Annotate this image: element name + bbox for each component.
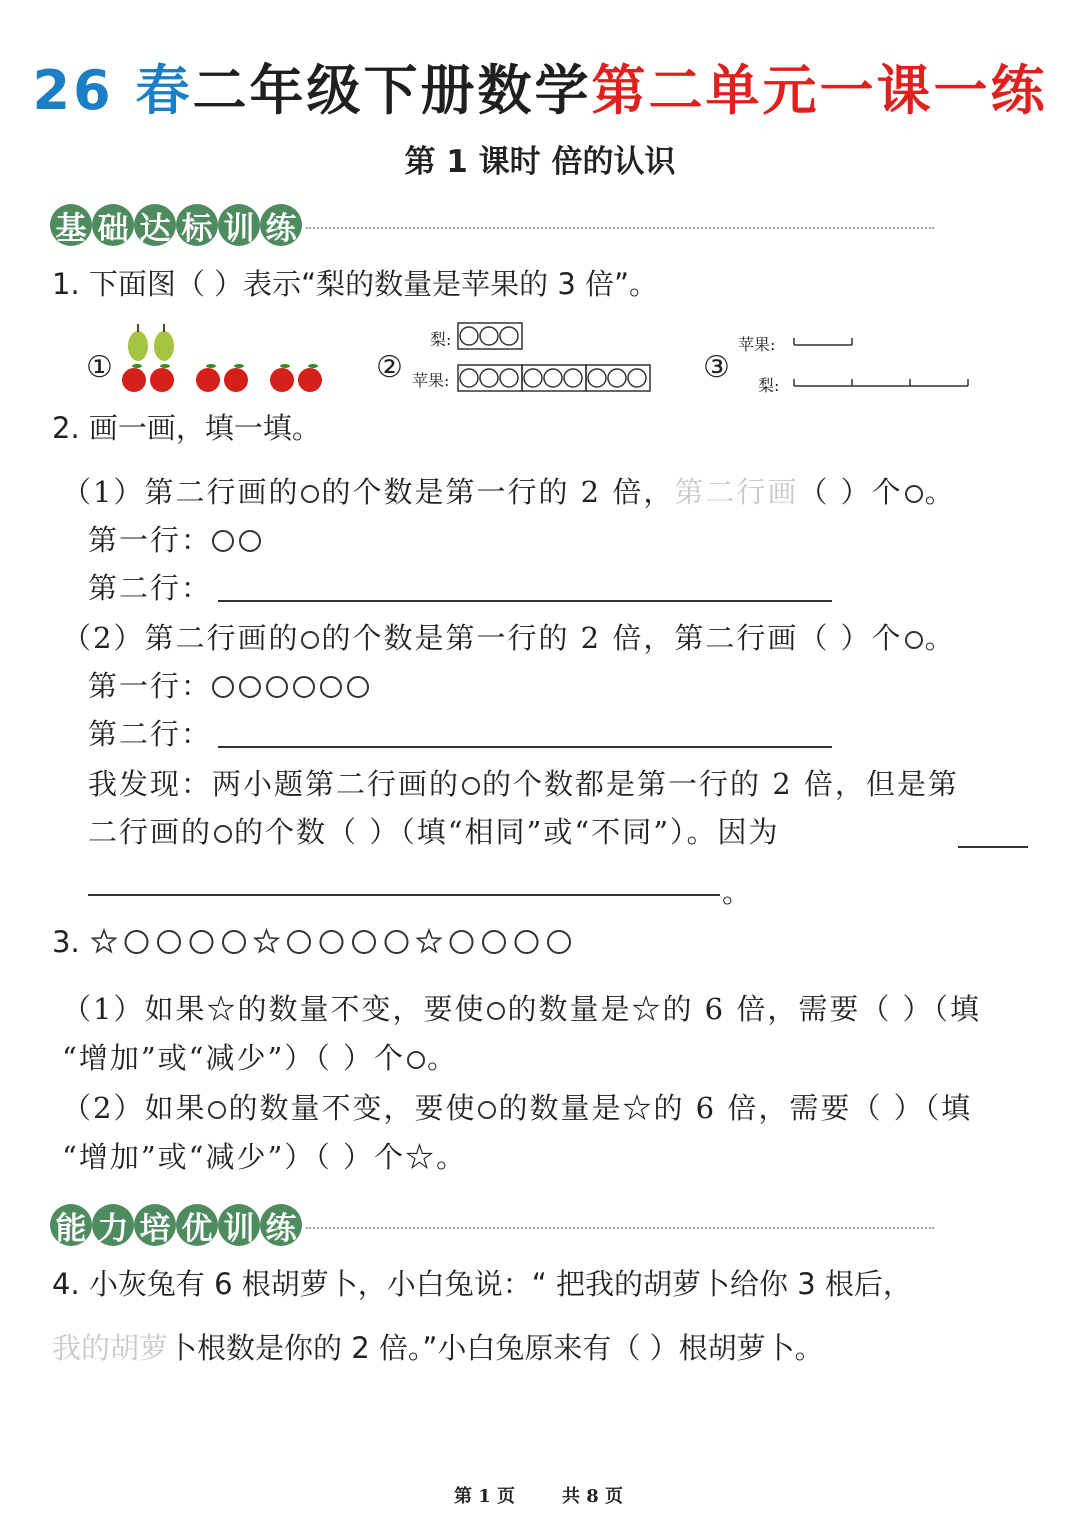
question-3-part2-cont: “增加”或“减少”）（ ）个☆。: [62, 1140, 468, 1174]
circle-icon: [385, 931, 407, 953]
circle-icon: [450, 931, 472, 953]
banner-char: 优: [176, 1204, 218, 1246]
banner-char: 标: [176, 204, 218, 246]
banner-char: 培: [134, 1204, 176, 1246]
circle-icon: [320, 931, 342, 953]
circle-icon: [407, 1051, 425, 1069]
circle-icon: [462, 777, 480, 795]
pear-icon: [128, 324, 174, 361]
period: 。: [722, 875, 754, 909]
circle-icon: [515, 931, 537, 953]
row-1b-label: 第一行：: [88, 664, 374, 705]
banner-char: 础: [92, 204, 134, 246]
answer-line-reason-a[interactable]: [958, 846, 1028, 848]
apple-label: 苹果:: [738, 335, 776, 354]
watermark-text: 第二行画: [674, 475, 799, 509]
star-icon: [417, 930, 440, 952]
circle-icon: [301, 631, 319, 649]
banner-char: 训: [218, 1204, 260, 1246]
section-banner-basic: [50, 200, 934, 250]
page-number: 第 1 页: [454, 1486, 516, 1507]
option-2-bar-diagram: [457, 322, 657, 392]
answer-line-row-2[interactable]: [218, 600, 832, 602]
circle-icon: [208, 1101, 226, 1119]
banner-char: 达: [134, 204, 176, 246]
discovery-line-1: 我发现：两小题第二行画的 的个数都是第一行的 2 倍，但是第: [88, 767, 959, 801]
circle-icon: [239, 676, 261, 698]
question-4-line-1: 4. 小灰兔有 6 根胡萝卜，小白兔说：“ 把我的胡萝卜给你 3 根后，: [52, 1267, 912, 1301]
row-1-label: 第一行：: [88, 518, 266, 559]
question-4-line-2: 我的胡萝卜根数是你的 2 倍。”小白兔原来有（ ）根胡萝卜。: [52, 1331, 824, 1365]
option-1-fruit-picture: [118, 320, 333, 396]
title-part2: 二年级下册数学: [192, 59, 592, 122]
question-2-part2: （2）第二行画的 的个数是第一行的 2 倍，第二行画（ ）个 。: [62, 621, 956, 655]
banner-char: 力: [92, 1204, 134, 1246]
circle-icon: [548, 931, 570, 953]
apple-icon: [122, 368, 322, 392]
pear-label: 梨:: [430, 330, 452, 349]
banner-char: 基: [50, 204, 92, 246]
circle-icon: [239, 530, 261, 552]
circle-icon: [301, 485, 319, 503]
circle-icon: [158, 931, 180, 953]
circle-icon: [266, 676, 288, 698]
section-banner-advanced: [50, 1200, 934, 1250]
circle-icon: [125, 931, 147, 953]
star-icon: [255, 930, 278, 952]
banner-char: 训: [218, 204, 260, 246]
title-part3: 第二单元一课一练: [591, 59, 1048, 122]
circle-icon: [293, 676, 315, 698]
page-total: 共 8 页: [562, 1486, 624, 1507]
circle-icon: [212, 676, 234, 698]
circle-icon: [905, 631, 923, 649]
circle-icon: [478, 1101, 496, 1119]
lesson-subtitle: 第 1 课时 倍的认识: [404, 144, 676, 180]
question-3-number: 3.: [52, 925, 80, 959]
circle-icon: [214, 825, 232, 843]
circle-icon: [320, 676, 342, 698]
banner-char: 练: [260, 204, 302, 246]
watermark-text: 我的胡萝: [52, 1331, 169, 1365]
discovery-line-2: 二行画的 的个数（ ）（填“相同”或“不同”）。因为: [88, 815, 780, 849]
circle-icon: [288, 931, 310, 953]
option-2-marker: ②: [376, 350, 403, 385]
circle-icon: [353, 931, 375, 953]
answer-line-row-2b[interactable]: [218, 746, 832, 748]
question-3-part1: （1）如果☆的数量不变，要使 的数量是☆的 6 倍，需要（ ）（填: [62, 992, 982, 1026]
question-2-part1: （1）第二行画的 的个数是第一行的 2 倍，第二行画（ ）个 。: [62, 475, 956, 509]
apple-label: 苹果:: [412, 371, 450, 390]
title-part1: 26 春: [32, 59, 193, 122]
question-3-part1-cont: “增加”或“减少”）（ ）个 。: [62, 1041, 459, 1075]
circle-icon: [212, 530, 234, 552]
banner-dotted-line: [306, 1227, 934, 1229]
circle-icon: [347, 676, 369, 698]
banner-char: 能: [50, 1204, 92, 1246]
banner-char: 练: [260, 1204, 302, 1246]
row-2-label: 第二行：: [88, 571, 213, 605]
circle-icon: [483, 931, 505, 953]
circle-icon: [487, 1002, 505, 1020]
option-1-marker: ①: [86, 350, 113, 385]
row-2b-label: 第二行：: [88, 717, 213, 751]
pear-label: 梨:: [758, 376, 780, 395]
question-1-text: 1. 下面图（ ）表示“梨的数量是苹果的 3 倍”。: [52, 267, 659, 301]
question-3-part2: （2）如果 的数量不变，要使 的数量是☆的 6 倍，需要（ ）（填: [62, 1091, 973, 1125]
page-title: [0, 48, 1080, 125]
option-3-segment-diagram: [790, 333, 974, 393]
shape-sequence: [90, 925, 580, 959]
star-icon: [92, 930, 115, 952]
question-3-sequence: [52, 925, 580, 959]
answer-line-reason-b[interactable]: [88, 894, 720, 896]
banner-dotted-line: [306, 227, 934, 229]
circle-icon: [905, 485, 923, 503]
circle-icon: [190, 931, 212, 953]
option-3-marker: ③: [703, 350, 730, 385]
circle-icon: [223, 931, 245, 953]
question-2-text: 2. 画一画，填一填。: [52, 411, 321, 445]
